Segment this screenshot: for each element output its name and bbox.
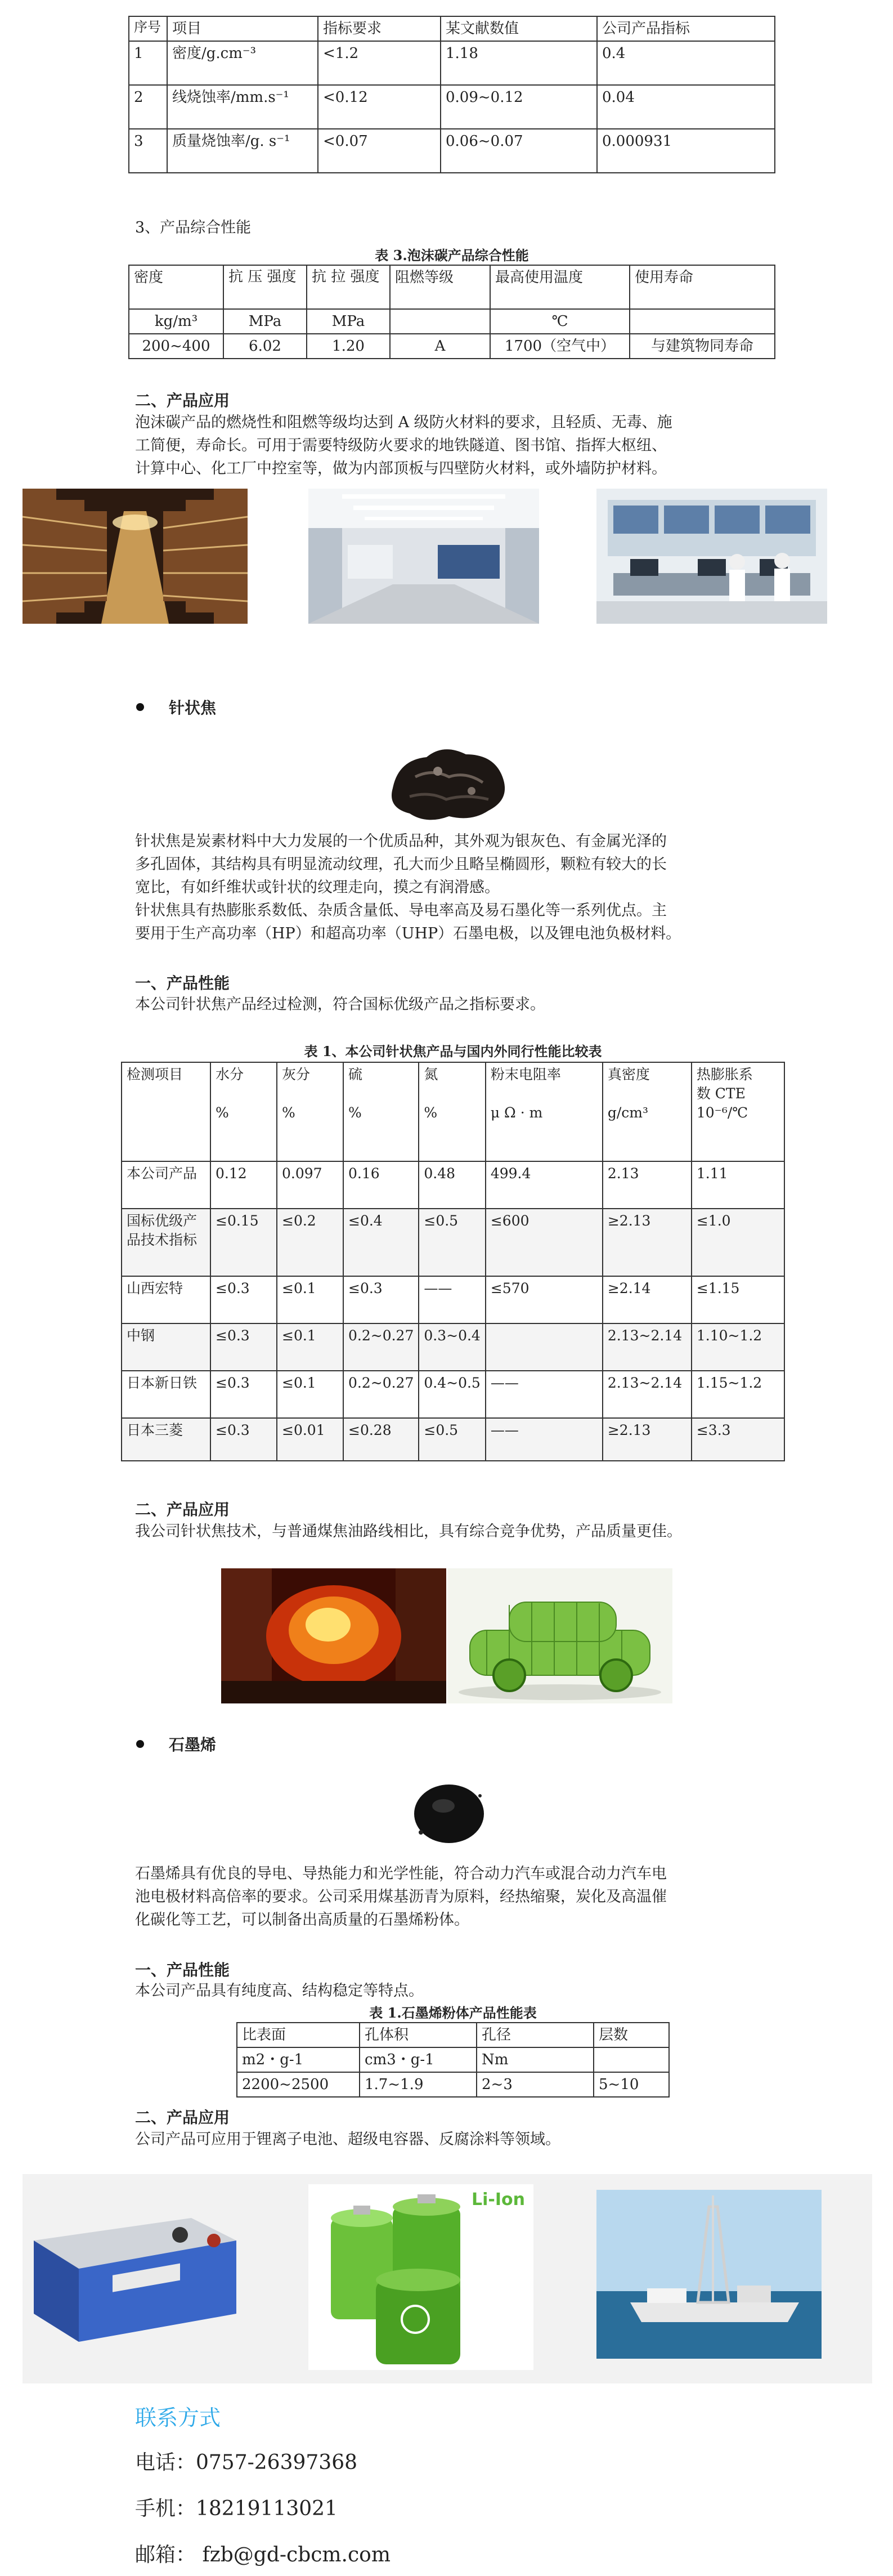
paragraph-line: 要用于生产高功率（HP）和超高功率（UHP）石墨电极，以及锂电池负极材料。 [135, 925, 681, 942]
contact-phone: 电话：0757-26397368 [135, 2451, 358, 2474]
table-header: 水分 % [210, 1062, 277, 1161]
table-cell: ℃ [490, 309, 630, 334]
table-caption: 表 1.石墨烯粉体产品性能表 [369, 2005, 537, 2021]
table-cell: 1 [129, 41, 167, 85]
table-cell: —— [486, 1371, 603, 1418]
table-cell: 日本三菱 [122, 1418, 210, 1461]
table-cell: A [390, 334, 490, 359]
table-cell: kg/m³ [129, 309, 223, 334]
table-cell: 国标优级产品技术指标 [122, 1209, 210, 1276]
table-cell: 1.18 [441, 41, 597, 85]
performance-heading: 一、产品性能 [135, 974, 230, 992]
table-header: 检测项目 [122, 1062, 210, 1161]
table-cell: <1.2 [318, 41, 441, 85]
table-cell: ≤0.3 [210, 1276, 277, 1323]
table-cell: ≤0.5 [419, 1209, 485, 1276]
table-cell: 日本新日铁 [122, 1371, 210, 1418]
table-cell: 0.06~0.07 [441, 129, 597, 173]
table-cell: ≤3.3 [692, 1418, 784, 1461]
table-cell [486, 1323, 603, 1371]
table-header: 热膨胀系 数 CTE 10⁻⁶/℃ [692, 1062, 784, 1161]
table-cell: 6.02 [223, 334, 307, 359]
paragraph-line: 本公司产品具有纯度高、结构稳定等特点。 [135, 1982, 424, 2000]
paragraph-line: 公司产品可应用于锂离子电池、超级电容器、反腐涂料等领域。 [135, 2131, 560, 2148]
table-cell: cm3・g-1 [360, 2047, 477, 2072]
table-cell: 0.2~0.27 [343, 1371, 419, 1418]
table-header: 抗 压 强度 [223, 265, 307, 309]
table-cell: ≤0.1 [277, 1276, 343, 1323]
table-cell: ≤0.5 [419, 1418, 485, 1461]
paragraph-line: 计算中心、化工厂中控室等，做为内部顶板与四壁防火材料，或外墙防护材料。 [135, 460, 667, 477]
battery-pack-photo [23, 2179, 248, 2353]
table-header: 氮 % [419, 1062, 485, 1161]
table-header: 真密度 g/cm³ [603, 1062, 692, 1161]
ablation-table [128, 16, 775, 173]
table-cell: 0.04 [597, 85, 775, 129]
table-cell: 0.000931 [597, 129, 775, 173]
table-cell: 2~3 [477, 2072, 594, 2097]
table-cell: 2.13~2.14 [603, 1371, 692, 1418]
table-cell: ≤0.1 [277, 1323, 343, 1371]
table-cell: 密度/g.cm⁻³ [167, 41, 318, 85]
table-cell: 0.097 [277, 1161, 343, 1209]
foam-table [128, 265, 775, 359]
paragraph-line: 泡沫碳产品的燃烧性和阻燃等级均达到 A 级防火材料的要求，且轻质、无毒、施 [135, 414, 672, 431]
table-cell: 0.4 [597, 41, 775, 85]
table-header: 序号 [129, 16, 167, 41]
graphene-table [236, 2022, 670, 2098]
bullet-icon [136, 703, 144, 711]
table-header: 某文献数值 [441, 16, 597, 41]
table-cell: MPa [223, 309, 307, 334]
table-cell: ≤0.01 [277, 1418, 343, 1461]
table-cell: —— [419, 1276, 485, 1323]
table-cell: 0.09~0.12 [441, 85, 597, 129]
table-cell: ≤0.3 [343, 1276, 419, 1323]
control-room-photo [596, 489, 827, 624]
table-cell: ≤0.28 [343, 1418, 419, 1461]
table-caption: 表 1、本公司针状焦产品与国内外同行性能比较表 [304, 1043, 602, 1059]
table-cell: ≤570 [486, 1276, 603, 1323]
table-cell: 1.15~1.2 [692, 1371, 784, 1418]
paragraph-line: 多孔固体，其结构具有明显流动纹理，孔大而少且略呈椭圆形，颗粒有较大的长 [135, 856, 667, 873]
table-header: 最高使用温度 [490, 265, 630, 309]
paragraph-line: 池电极材料高倍率的要求。公司采用煤基沥青为原料，经热缩聚，炭化及高温催 [135, 1888, 667, 1906]
table-cell: 0.48 [419, 1161, 485, 1209]
hall-photo [308, 489, 539, 624]
table-cell: 2.13 [603, 1161, 692, 1209]
table-cell: 3 [129, 129, 167, 173]
table-cell: 0.4~0.5 [419, 1371, 485, 1418]
table-cell: 0.2~0.27 [343, 1323, 419, 1371]
li-ion-cells-photo [308, 2184, 533, 2370]
table-header: 指标要求 [318, 16, 441, 41]
table-header: 层数 [594, 2023, 669, 2047]
table-cell: m2・g-1 [237, 2047, 360, 2072]
table-header: 使用寿命 [630, 265, 775, 309]
table-cell: 本公司产品 [122, 1161, 210, 1209]
table-cell: 1.10~1.2 [692, 1323, 784, 1371]
table-cell: ≤1.0 [692, 1209, 784, 1276]
table-cell: 线烧蚀率/mm.s⁻¹ [167, 85, 318, 129]
table-cell: ≤0.15 [210, 1209, 277, 1276]
table-header: 密度 [129, 265, 223, 309]
table-header: 硫 % [343, 1062, 419, 1161]
table-cell: ≤0.3 [210, 1418, 277, 1461]
table-cell: 5~10 [594, 2072, 669, 2097]
table-header: 比表面 [237, 2023, 360, 2047]
paragraph-line: 针状焦具有热膨胀系数低、杂质含量低、导电率高及易石墨化等一系列优点。主 [135, 902, 667, 919]
steel-furnace-photo [221, 1568, 446, 1703]
application-heading: 二、产品应用 [135, 391, 230, 410]
table-cell: 499.4 [486, 1161, 603, 1209]
table-caption: 表 3.泡沫碳产品综合性能 [375, 247, 529, 263]
table-cell: ≥2.13 [603, 1418, 692, 1461]
table-cell: ≥2.13 [603, 1209, 692, 1276]
table-cell: <0.07 [318, 129, 441, 173]
product-label-needle: 针状焦 [169, 699, 217, 717]
contact-mobile: 手机：18219113021 [135, 2497, 338, 2520]
table-cell: 1.11 [692, 1161, 784, 1209]
table-cell: 0.16 [343, 1161, 419, 1209]
table-cell: ≤1.15 [692, 1276, 784, 1323]
table-cell [390, 309, 490, 334]
table-header: 孔径 [477, 2023, 594, 2047]
application-heading: 二、产品应用 [135, 2108, 230, 2127]
library-photo [23, 489, 248, 624]
needle-coke-table [121, 1062, 785, 1461]
section-title: 3、产品综合性能 [135, 219, 252, 236]
table-cell: 2200~2500 [237, 2072, 360, 2097]
table-cell: 山西宏特 [122, 1276, 210, 1323]
table-cell: 与建筑物同寿命 [630, 334, 775, 359]
table-cell: 0.12 [210, 1161, 277, 1209]
table-cell: ≤600 [486, 1209, 603, 1276]
paragraph-line: 本公司针状焦产品经过检测，符合国标优级产品之指标要求。 [135, 996, 545, 1013]
table-cell: —— [486, 1418, 603, 1461]
table-cell: ≤0.2 [277, 1209, 343, 1276]
table-cell: 200~400 [129, 334, 223, 359]
paragraph-line: 工简便，寿命长。可用于需要特级防火要求的地铁隧道、图书馆、指挥大枢纽、 [135, 437, 667, 454]
table-cell [630, 309, 775, 334]
contact-title: 联系方式 [135, 2405, 221, 2430]
table-cell: ≤0.4 [343, 1209, 419, 1276]
table-cell: 2.13~2.14 [603, 1323, 692, 1371]
table-cell: 1.7~1.9 [360, 2072, 477, 2097]
table-cell: MPa [307, 309, 390, 334]
table-header: 项目 [167, 16, 318, 41]
paragraph-line: 化碳化等工艺，可以制备出高质量的石墨烯粉体。 [135, 1911, 469, 1929]
paragraph-line: 针状焦是炭素材料中大力发展的一个优质品种，其外观为银灰色、有金属光泽的 [135, 833, 667, 850]
table-cell: <0.12 [318, 85, 441, 129]
table-cell: ≥2.14 [603, 1276, 692, 1323]
table-header: 阻燃等级 [390, 265, 490, 309]
li-ion-brand-text: Li-Ion [472, 2190, 525, 2210]
table-cell: Nm [477, 2047, 594, 2072]
table-header: 抗 拉 强度 [307, 265, 390, 309]
table-cell: 2 [129, 85, 167, 129]
table-cell: ≤0.3 [210, 1371, 277, 1418]
graphene-powder-photo [404, 1779, 494, 1846]
performance-heading: 一、产品性能 [135, 1961, 230, 1979]
paragraph-line: 石墨烯具有优良的导电、导热能力和光学性能，符合动力汽车或混合动力汽车电 [135, 1865, 667, 1882]
table-cell [594, 2047, 669, 2072]
table-header: 粉末电阻率 μ Ω · m [486, 1062, 603, 1161]
product-label-graphene: 石墨烯 [169, 1736, 217, 1754]
table-cell: 1.20 [307, 334, 390, 359]
paragraph-line: 宽比，有如纤维状或针状的纹理走向，摸之有润滑感。 [135, 879, 500, 896]
table-cell: 1700（空气中） [490, 334, 630, 359]
drilling-ship-photo [596, 2190, 822, 2359]
application-heading: 二、产品应用 [135, 1500, 230, 1519]
table-cell: 中钢 [122, 1323, 210, 1371]
table-cell: ≤0.3 [210, 1323, 277, 1371]
contact-email[interactable]: 邮箱： fzb@gd-cbcm.com [135, 2543, 391, 2566]
battery-car-photo [447, 1568, 672, 1703]
needle-coke-photo [376, 737, 517, 828]
table-cell: ≤0.1 [277, 1371, 343, 1418]
table-cell: 质量烧蚀率/g. s⁻¹ [167, 129, 318, 173]
paragraph-line: 我公司针状焦技术，与普通煤焦油路线相比，具有综合竞争优势，产品质量更佳。 [135, 1523, 682, 1540]
table-header: 孔体积 [360, 2023, 477, 2047]
bullet-icon [136, 1740, 144, 1748]
table-header: 灰分 % [277, 1062, 343, 1161]
table-cell: 0.3~0.4 [419, 1323, 485, 1371]
table-header: 公司产品指标 [597, 16, 775, 41]
